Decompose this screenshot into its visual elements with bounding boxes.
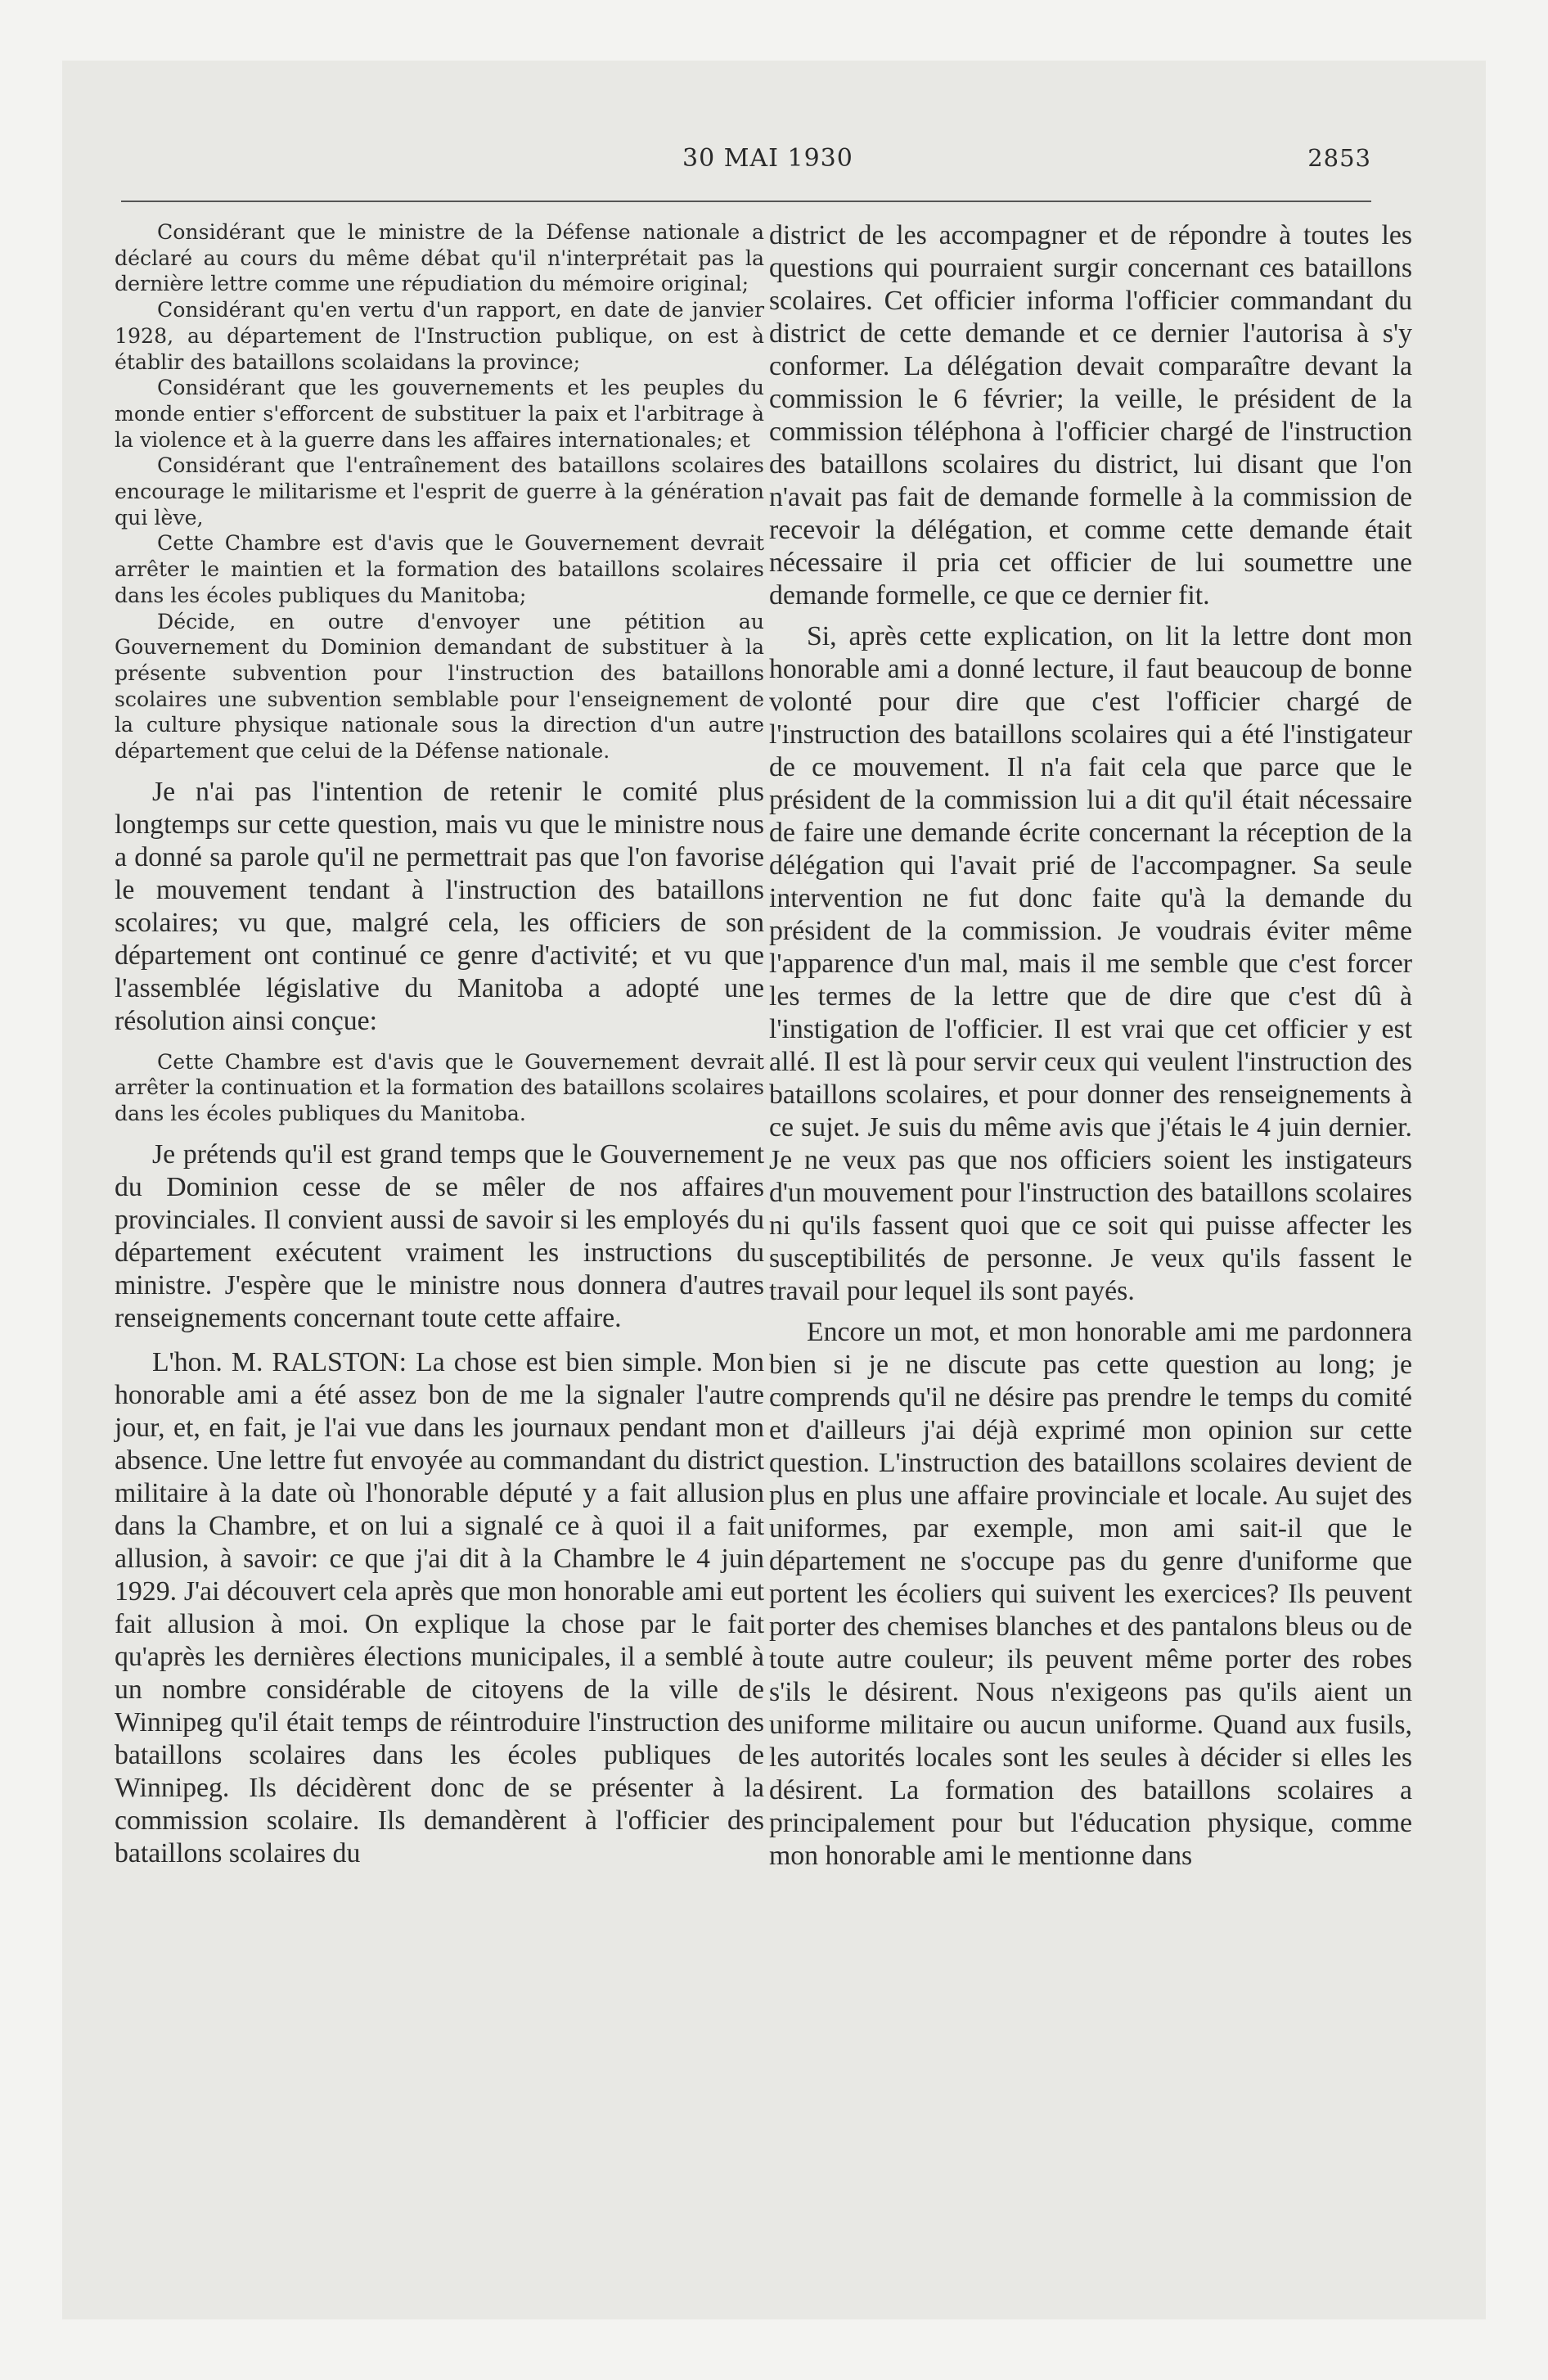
right-column — [769, 219, 1412, 1873]
speech-paragraph: Je n'ai pas l'intention de retenir le comité plus longtemps sur cette question, mais vu que le ministre nous a donné sa parole qu'il ne permettrait pas que l'on favorise le mouvement tendant à l'instruction des bataillons scolaires; vu que, malgré cela, les officiers de son département ont continué ce genre d'activité; et vu que l'assemblée législative du Manitoba a adopté une résolution ainsi conçue: — [115, 776, 764, 1036]
resolution-paragraph: Considérant que les gouvernements et les peuples du monde entier s'efforcent de substituer la paix et l'arbitrage à la violence et à la guerre dans les affaires internationales; et — [115, 376, 764, 452]
page-number: 2853 — [1307, 144, 1371, 172]
ralston-speech-continuation: district de les accompagner et de répondre à toutes les questions qui pourraient surgir concernant ces bataillons scolaires. Cet officier informa l'officier commandant du district de cette demande et ce dernier l'autorisa à s'y conformer. La délégation devait comparaître devant la commission le 6 février; la veille, le président de la commission téléphona à l'officier chargé de l'instruction des bataillons scolaires du district, lui disant que l'on n'avait pas fait de demande formelle à la commission de recevoir la délégation, et comme cette demande était nécessaire il pria cet officier de lui soumettre une demande formelle, ce que ce dernier fit. — [769, 220, 1412, 611]
resolution-paragraph: Considérant que l'entraînement des bataillons scolaires encourage le militarisme et l'esprit de guerre à la génération qui lève, — [115, 453, 764, 530]
speech-paragraph: Je prétends qu'il est grand temps que le Gouvernement du Dominion cesse de se mêler de nos affaires provinciales. Il convient aussi de savoir si les employés du département exécutent vraiment les instructions du ministre. J'espère que le ministre nous donnera d'autres renseignements concernant toute cette affaire. — [115, 1138, 764, 1333]
ralston-speech-paragraph: L'hon. M. RALSTON: La chose est bien simple. Mon honorable ami a été assez bon de me la signaler l'autre jour, et, en fait, je l'ai vue dans les journaux pendant mon absence. Une lettre fut envoyée au commandant du district militaire à la date où l'honorable député y a fait allusion dans la Chambre, et on lui a signalé ce à quoi il a fait allusion, à savoir: ce que j'ai dit à la Chambre le 4 juin 1929. J'ai découvert cela après que mon honorable ami eut fait allusion à moi. On explique la chose par le fait qu'après les dernières élections municipales, il a semblé à un nombre considérable de citoyens de la ville de Winnipeg qu'il était temps de réintroduire l'instruction des bataillons scolaires dans les écoles publiques de Winnipeg. Ils décidèrent donc de se présenter à la commission scolaire. Ils demandèrent à l'officier des bataillons scolaires du — [115, 1346, 764, 1868]
ralston-speech-paragraph: Si, après cette explication, on lit la lettre dont mon honorable ami a donné lecture, il faut beaucoup de bonne volonté pour dire que c'est l'officier chargé de l'instruction des bataillons scolaires qui a été l'instigateur de ce mouvement. Il n'a fait cela que parce que le président de la commission lui a dit qu'il était nécessaire de faire une demande écrite concernant la réception de la délégation qui l'avait prié de l'accompagner. Sa seule intervention ne fut donc faite qu'à la demande du président de la commission. Je voudrais éviter même l'apparence d'un mal, mais il me semble que c'est forcer les termes de la lettre que de dire que c'est dû à l'instigation de l'officier. Il est vrai que cet officier y est allé. Il est là pour servir ceux qui veulent l'instruction des bataillons scolaires, et pour donner des renseignements à ce sujet. Je suis du même avis que j'étais le 4 juin dernier. Je ne veux pas que nos officiers soient les instigateurs d'un mouvement pour l'instruction des bataillons scolaires ni qu'ils fassent quoi que ce soit qui puisse affecter les susceptibilités de personne. Je veux qu'ils fassent le travail pour lequel ils sont payés. — [769, 621, 1412, 1306]
resolution-paragraph: Cette Chambre est d'avis que le Gouvernement devrait arrêter le maintien et la formation des bataillons scolaires dans les écoles publiques du Manitoba; — [115, 531, 764, 607]
page-header — [119, 142, 1371, 175]
left-column — [115, 219, 764, 1870]
resolution-paragraph: Considérant que le ministre de la Défense nationale a déclaré au cours du même débat qu'il n'interprétait pas la dernière lettre comme une répudiation du mémoire original; — [115, 220, 764, 296]
header-rule — [121, 201, 1371, 202]
page-date: 30 MAI 1930 — [682, 144, 853, 173]
resolution-paragraph: Considérant qu'en vertu d'un rapport, en date de janvier 1928, au département de l'Instruction publique, on est à établir des bataillons scolaidans la province; — [115, 298, 764, 374]
quoted-resolution: Cette Chambre est d'avis que le Gouvernement devrait arrêter la continuation et la formation des bataillons scolaires dans les écoles publiques du Manitoba. — [115, 1049, 764, 1126]
resolution-paragraph: Décide, en outre d'envoyer une pétition au Gouvernement du Dominion demandant de substituer à la présente subvention pour l'instruction des bataillons scolaires une subvention semblable pour l'enseignement de la culture physique nationale sous la direction d'un autre département que celui de la Défense nationale. — [115, 609, 764, 764]
ralston-speech-paragraph: Encore un mot, et mon honorable ami me pardonnera bien si je ne discute pas cette question au long; je comprends qu'il ne désire pas prendre le temps du comité et d'ailleurs j'ai déjà exprimé mon opinion sur cette question. L'instruction des bataillons scolaires devient de plus en plus une affaire provinciale et locale. Au sujet des uniformes, par exemple, mon ami sait-il que le département ne s'occupe pas du genre d'uniforme que portent les écoliers qui suivent les exercices? Ils peuvent porter des chemises blanches et des pantalons bleus ou de toute autre couleur; ils peuvent même porter des robes s'ils le désirent. Nous n'exigeons pas qu'ils aient un uniforme militaire ou aucun uniforme. Quand aux fusils, les autorités locales sont les seules à décider si elles les désirent. La formation des bataillons scolaires a principalement pour but l'éducation physique, comme mon honorable ami le mentionne dans — [769, 1317, 1412, 1871]
